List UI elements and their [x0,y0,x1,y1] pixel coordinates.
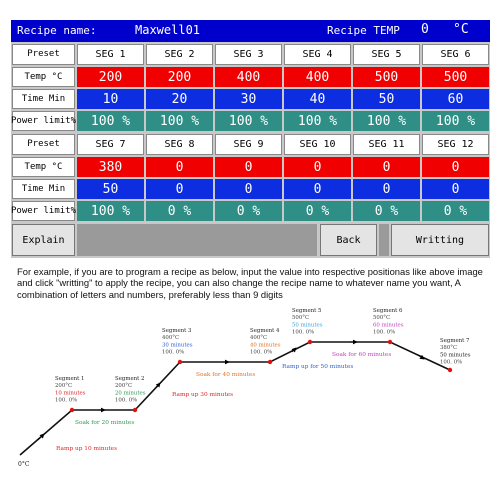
segment-label: Segment 1 [55,376,85,382]
seg-12-temp-field[interactable]: 0 [422,157,489,177]
profile-line [20,342,450,455]
seg-5-temp-field[interactable]: 500 [353,67,420,87]
segment-label: 400°C [250,335,268,342]
seg-4-time-field[interactable]: 40 [284,89,351,109]
segment-point [308,340,312,344]
segment-label: 60 minutes [373,322,404,329]
seg-1-power-field[interactable]: 100 % [77,111,144,131]
recipe-temp-unit: °C [453,22,469,37]
segment-label: Segment 6 [373,308,403,314]
seg-5-time-field[interactable]: 50 [353,89,420,109]
writing-button[interactable]: Writting [391,224,489,256]
segment-label: 50 minutes [440,352,471,359]
seg-11-temp-field[interactable]: 0 [353,157,420,177]
seg-7-temp-field[interactable]: 380 [77,157,144,177]
recipe-temp-value: 0 [421,22,429,37]
recipe-name-label: Recipe name: [17,24,97,37]
step-label: Soak for 60 minutes [332,352,392,358]
seg-4-power-field[interactable]: 100 % [284,111,351,131]
power-label: Power limit% [12,111,75,131]
seg-2-power-field[interactable]: 100 % [146,111,213,131]
seg-10-time-field[interactable]: 0 [284,179,351,199]
segment-label: Segment 5 [292,308,322,314]
seg-9-temp-field[interactable]: 0 [215,157,282,177]
segment-label: Segment 4 [250,328,280,334]
seg-3-temp-field[interactable]: 400 [215,67,282,87]
start-label: 0°C [18,461,30,468]
seg-12-button[interactable]: SEG 12 [422,134,489,155]
seg-3-button[interactable]: SEG 3 [215,44,282,65]
segment-point [70,408,74,412]
seg-2-button[interactable]: SEG 2 [146,44,213,65]
segment-label: 40 minutes [250,342,281,349]
segment-label: 200°C [55,383,73,390]
seg-7-time-field[interactable]: 50 [77,179,144,199]
seg-5-button[interactable]: SEG 5 [353,44,420,65]
segment-label: 100. 0% [250,349,273,356]
segment-label: 500°C [292,315,310,322]
segment-label: 100. 0% [162,349,185,356]
segment-label: 50 minutes [292,322,323,329]
seg-8-button[interactable]: SEG 8 [146,134,213,155]
segment-label: 380°C [440,345,458,352]
direction-arrow [156,383,160,388]
seg-6-power-field[interactable]: 100 % [422,111,489,131]
seg-8-time-field[interactable]: 0 [146,179,213,199]
segment-label: 100. 0% [55,397,78,404]
segment-label: 100. 0% [115,397,138,404]
seg-9-power-field[interactable]: 0 % [215,201,282,221]
seg-4-button[interactable]: SEG 4 [284,44,351,65]
seg-1-time-field[interactable]: 10 [77,89,144,109]
step-label: Ramp up 30 minutes [172,392,234,398]
seg-9-button[interactable]: SEG 9 [215,134,282,155]
segment-label: Segment 3 [162,328,192,334]
segment-label: 100. 0% [292,329,315,336]
seg-2-time-field[interactable]: 20 [146,89,213,109]
recipe-temp-label: Recipe TEMP [327,24,400,37]
seg-10-power-field[interactable]: 0 % [284,201,351,221]
segment-label: Segment 2 [115,376,145,382]
seg-11-time-field[interactable]: 0 [353,179,420,199]
segment-label: 400°C [162,335,180,342]
seg-5-power-field[interactable]: 100 % [353,111,420,131]
seg-9-time-field[interactable]: 0 [215,179,282,199]
seg-6-time-field[interactable]: 60 [422,89,489,109]
segment-point [178,360,182,364]
seg-1-temp-field[interactable]: 200 [77,67,144,87]
seg-10-temp-field[interactable]: 0 [284,157,351,177]
description-text: For example, if you are to program a recipe as below, input the value into respective positionas like above image and click "writting" to apply the recipe, you can also change the recipe name to whatever name you want, A combination of letters and numbers, preferably less than 9 digits [17,266,483,300]
seg-8-power-field[interactable]: 0 % [146,201,213,221]
direction-arrow [38,434,44,440]
seg-8-temp-field[interactable]: 0 [146,157,213,177]
preset-label: Preset [12,44,75,65]
seg-1-button[interactable]: SEG 1 [77,44,144,65]
step-label: Ramp up for 50 minutes [282,364,354,370]
seg-7-button[interactable]: SEG 7 [77,134,144,155]
segment-label: 100. 0% [373,329,396,336]
preset-label-2: Preset [12,134,75,155]
seg-7-power-field[interactable]: 100 % [77,201,144,221]
seg-3-power-field[interactable]: 100 % [215,111,282,131]
seg-12-power-field[interactable]: 0 % [422,201,489,221]
step-label: Ramp up 10 minutes [56,446,118,452]
segment-label: 20 minutes [115,390,146,397]
back-button[interactable]: Back [320,224,377,256]
seg-2-temp-field[interactable]: 200 [146,67,213,87]
temp-label: Temp °C [12,67,75,87]
seg-10-button[interactable]: SEG 10 [284,134,351,155]
segment-label: 200°C [115,383,133,390]
segment-point [388,340,392,344]
segment-label: 10 minutes [55,390,86,397]
time-label-2: Time Min [12,179,75,199]
seg-11-power-field[interactable]: 0 % [353,201,420,221]
time-label: Time Min [12,89,75,109]
seg-6-temp-field[interactable]: 500 [422,67,489,87]
seg-12-time-field[interactable]: 0 [422,179,489,199]
explain-button[interactable]: Explain [12,224,75,256]
power-label-2: Power limit% [12,201,75,221]
seg-4-temp-field[interactable]: 400 [284,67,351,87]
segment-label: 30 minutes [162,342,193,349]
step-label: Soak for 20 minutes [75,420,135,426]
segment-label: 500°C [373,315,391,322]
seg-3-time-field[interactable]: 30 [215,89,282,109]
temp-label-2: Temp °C [12,157,75,177]
seg-6-button[interactable]: SEG 6 [422,44,489,65]
seg-11-button[interactable]: SEG 11 [353,134,420,155]
segment-point [133,408,137,412]
segment-label: Segment 7 [440,338,470,344]
step-label: Soak for 40 minutes [196,372,256,378]
recipe-name-value[interactable]: Maxwell01 [135,23,201,37]
segment-label: 100. 0% [440,359,463,366]
segment-point [268,360,272,364]
segment-point [448,368,452,372]
